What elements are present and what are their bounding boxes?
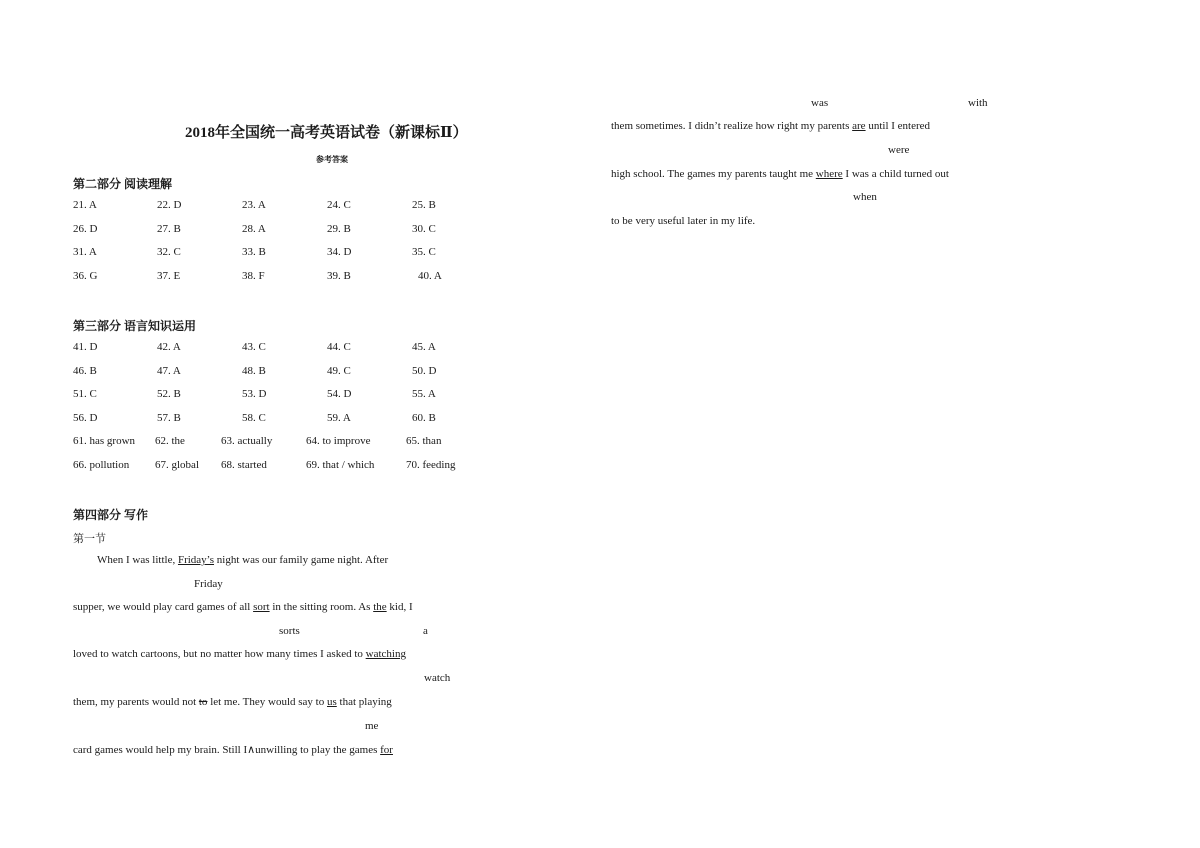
page-subtitle: 参考答案 [316, 155, 348, 164]
essay-line-3: loved to watch cartoons, but no matter how many times I asked to watching [73, 648, 406, 660]
essay-line-5: card games would help my brain. Still I∧unwilling to play the games for [73, 744, 393, 756]
answer-item: 61. has grown [73, 435, 136, 448]
answer-item: 47. A [157, 364, 181, 377]
answer-item: 31. A [73, 246, 97, 259]
correction-friday: Friday [194, 578, 223, 590]
answer-item: 51. C [73, 388, 97, 401]
answer-item: 66. pollution [73, 459, 130, 471]
answer-item: 25. B [412, 199, 436, 211]
answer-item: 49. C [327, 364, 351, 377]
answer-item: 24. C [327, 199, 351, 211]
answer-item: 56. D [73, 411, 98, 424]
answer-item: 52. B [157, 388, 181, 401]
answer-item: 69. that / which [306, 459, 375, 471]
essay-line-7: high school. The games my parents taught me where I was a child turned out [611, 168, 949, 180]
answer-item: 32. C [157, 246, 181, 259]
answer-item: 62. the [155, 435, 185, 448]
answer-item: 50. D [412, 364, 437, 377]
answer-item: 34. D [327, 246, 352, 259]
answer-item: 53. D [242, 388, 267, 401]
correction-sorts: sorts [279, 625, 300, 637]
essay-line-6: them sometimes. I didn’t realize how right my parents are until I entered [611, 120, 931, 132]
answer-item: 70. feeding [406, 459, 456, 471]
essay-line-4: them, my parents would not to let me. They would say to us that playing [73, 696, 392, 708]
answer-item: 21. A [73, 199, 97, 211]
answer-item: 63. actually [221, 435, 273, 448]
correction-a: a [423, 625, 428, 637]
essay-line-1: When I was little, Friday’s night was our family game night. After [97, 554, 389, 566]
answer-item: 55. A [412, 388, 436, 401]
correction-watch: watch [424, 672, 451, 684]
answer-item: 48. B [242, 364, 266, 377]
answer-item: 36. G [73, 269, 98, 282]
answer-item: 67. global [155, 459, 199, 471]
answer-item: 60. B [412, 411, 436, 424]
answer-item: 30. C [412, 222, 436, 235]
correction-when: when [853, 191, 877, 203]
part3-heading: 第三部分 语言知识运用 [73, 319, 197, 333]
answer-item: 45. A [412, 341, 436, 353]
answer-item: 22. D [157, 199, 182, 211]
answer-item: 68. started [221, 459, 267, 471]
answer-item: 37. E [157, 269, 181, 282]
answer-item: 27. B [157, 222, 181, 235]
part4-heading: 第四部分 写作 [73, 508, 149, 522]
answer-item: 39. B [327, 269, 351, 282]
part4-section1-label: 第一节 [73, 533, 106, 545]
answer-item: 59. A [327, 411, 351, 424]
answer-item: 38. F [242, 269, 265, 282]
answer-item: 58. C [242, 411, 266, 424]
correction-was: was [811, 97, 829, 109]
answer-item: 40. A [418, 269, 442, 282]
essay-line-8: to be very useful later in my life. [611, 215, 756, 227]
correction-were: were [888, 144, 910, 156]
answer-item: 65. than [406, 435, 442, 448]
answer-item: 26. D [73, 222, 98, 235]
answer-item: 43. C [242, 341, 266, 353]
answer-item: 41. D [73, 341, 98, 353]
answer-item: 64. to improve [306, 435, 371, 448]
answer-item: 57. B [157, 411, 181, 424]
page-title: 2018年全国统一高考英语试卷（新课标Ⅱ） [185, 125, 468, 141]
answer-item: 33. B [242, 246, 266, 259]
part2-heading: 第二部分 阅读理解 [73, 177, 173, 191]
answer-item: 28. A [242, 222, 266, 235]
answer-item: 35. C [412, 246, 436, 259]
answer-item: 46. B [73, 364, 97, 377]
answer-item: 29. B [327, 222, 351, 235]
answer-item: 54. D [327, 388, 352, 401]
correction-with: with [968, 97, 988, 109]
essay-line-2: supper, we would play card games of all sort in the sitting room. As the kid, I [73, 601, 413, 613]
answer-item: 42. A [157, 341, 181, 353]
correction-me: me [365, 720, 379, 732]
answer-item: 23. A [242, 199, 266, 211]
answer-item: 44. C [327, 341, 351, 353]
